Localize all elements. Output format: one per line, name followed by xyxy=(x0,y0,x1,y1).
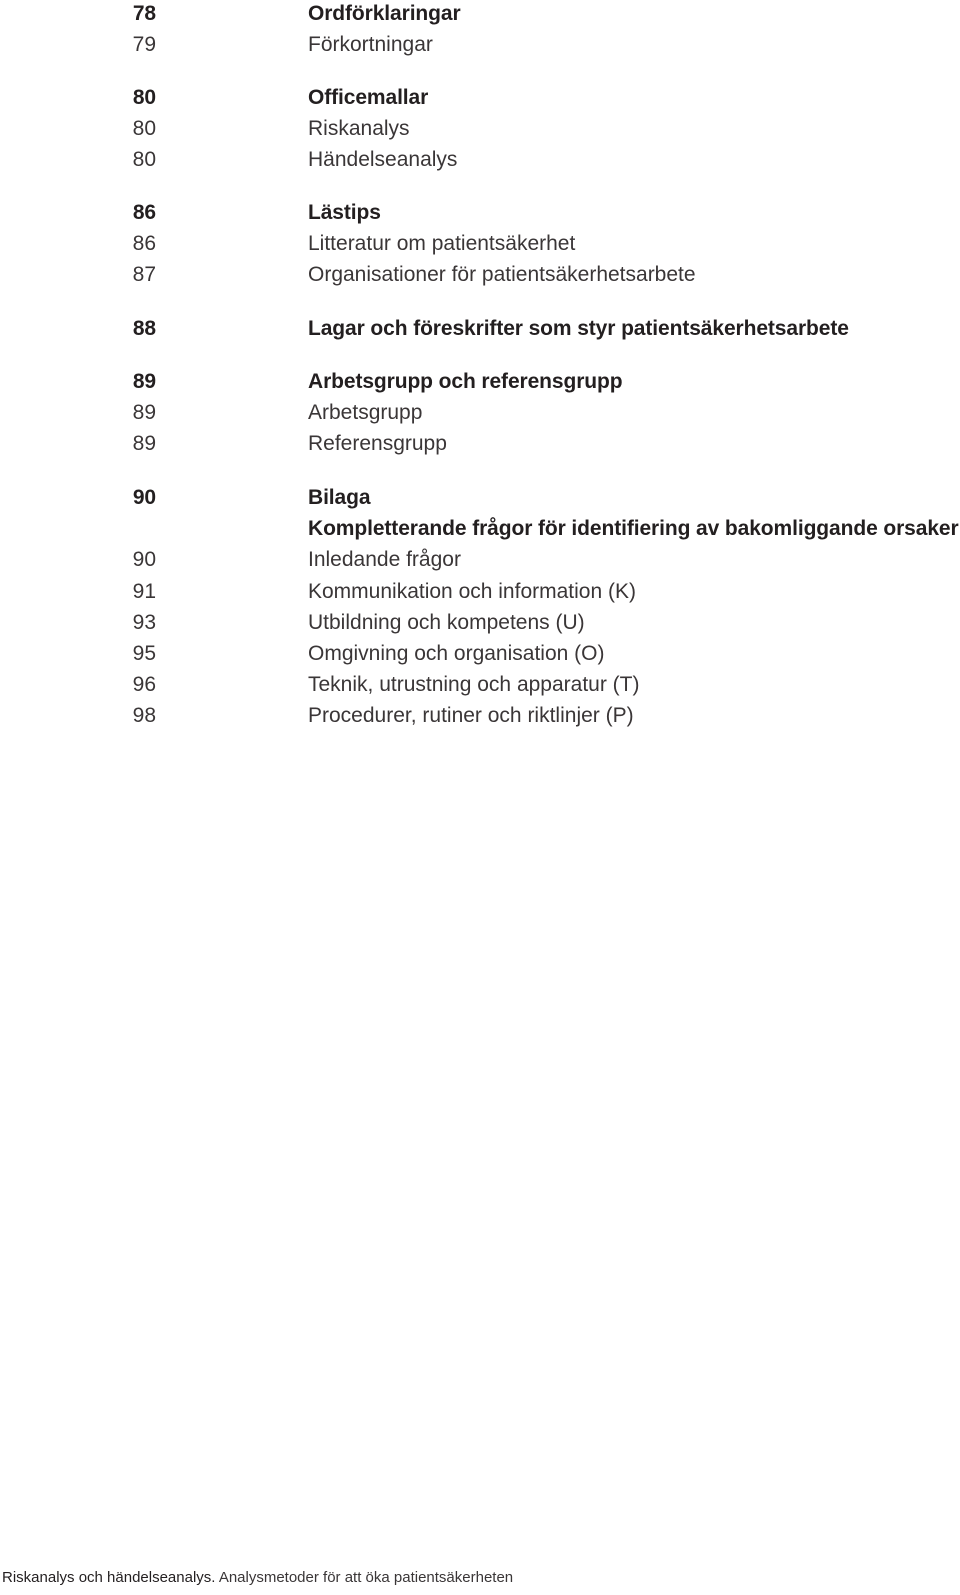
toc-entry-title: Procedurer, rutiner och riktlinjer (P) xyxy=(308,704,634,727)
toc-page-number: 87 xyxy=(132,263,156,286)
toc-entry xyxy=(0,368,960,399)
toc-entry-title: Lästips xyxy=(308,201,381,224)
toc-entry xyxy=(0,315,960,346)
toc-entry xyxy=(0,84,960,115)
toc-page-number: 89 xyxy=(132,370,156,393)
toc-page-number: 89 xyxy=(132,432,156,455)
toc-entry xyxy=(0,115,960,146)
toc-page-number: 89 xyxy=(132,401,156,424)
toc-page-number: 78 xyxy=(132,2,156,25)
toc-page-number: 80 xyxy=(132,86,156,109)
toc-page-number: 80 xyxy=(132,117,156,140)
toc-page-number: 79 xyxy=(132,33,156,56)
toc-entry-title: Kompletterande frågor för identifiering av bakomliggande orsaker xyxy=(308,517,959,540)
toc-entry-title: Förkortningar xyxy=(308,33,433,56)
toc-page-number: 90 xyxy=(132,548,156,571)
toc-entry xyxy=(0,702,960,733)
toc-entry-title: Lagar och föreskrifter som styr patientsäkerhetsarbete xyxy=(308,317,849,340)
toc-entry xyxy=(0,146,960,177)
toc-entry-title: Utbildning och kompetens (U) xyxy=(308,611,585,634)
toc-page-number: 95 xyxy=(132,642,156,665)
toc-entry-title: Bilaga xyxy=(308,486,371,509)
toc-entry-title: Arbetsgrupp och referensgrupp xyxy=(308,370,623,393)
toc-page-number: 86 xyxy=(132,232,156,255)
toc-entry-title: Referensgrupp xyxy=(308,432,447,455)
toc-page-number: 93 xyxy=(132,611,156,634)
toc-entry xyxy=(0,31,960,62)
toc-entry-title: Ordförklaringar xyxy=(308,2,461,25)
toc-page-number: 86 xyxy=(132,201,156,224)
toc-entry-title: Riskanalys xyxy=(308,117,410,140)
toc-entry xyxy=(0,399,960,430)
toc-entry-title: Omgivning och organisation (O) xyxy=(308,642,605,665)
toc-entry xyxy=(0,484,960,515)
toc-entry xyxy=(0,515,960,546)
page-footer xyxy=(2,1568,513,1588)
toc-entry xyxy=(0,578,960,609)
toc-entry xyxy=(0,671,960,702)
toc-page-number: 88 xyxy=(132,317,156,340)
toc-entry-title: Teknik, utrustning och apparatur (T) xyxy=(308,673,640,696)
toc-page-number: 96 xyxy=(132,673,156,696)
toc-entry xyxy=(0,199,960,230)
toc-entry-title: Arbetsgrupp xyxy=(308,401,423,424)
toc-page-number: 98 xyxy=(132,704,156,727)
toc-entry xyxy=(0,546,960,577)
toc-entry xyxy=(0,640,960,671)
toc-entry xyxy=(0,430,960,461)
toc-entry-title: Officemallar xyxy=(308,86,429,109)
toc-entry-title: Organisationer för patientsäkerhetsarbete xyxy=(308,263,696,286)
footer-subtitle: Analysmetoder för att öka patientsäkerheten xyxy=(218,1569,514,1586)
toc-entry-title: Händelseanalys xyxy=(308,148,458,171)
toc-page-number: 90 xyxy=(132,486,156,509)
toc-entry-title: Kommunikation och information (K) xyxy=(308,580,636,603)
toc-page-number: 91 xyxy=(132,580,156,603)
toc-entry xyxy=(0,0,960,31)
toc-page-number: 80 xyxy=(132,148,156,171)
toc-entry xyxy=(0,609,960,640)
toc-entry xyxy=(0,261,960,292)
toc-entry-title: Litteratur om patientsäkerhet xyxy=(308,232,576,255)
footer-book-title: Riskanalys och händelseanalys. xyxy=(2,1569,216,1586)
toc-entry-title: Inledande frågor xyxy=(308,548,461,571)
toc-entry xyxy=(0,230,960,261)
